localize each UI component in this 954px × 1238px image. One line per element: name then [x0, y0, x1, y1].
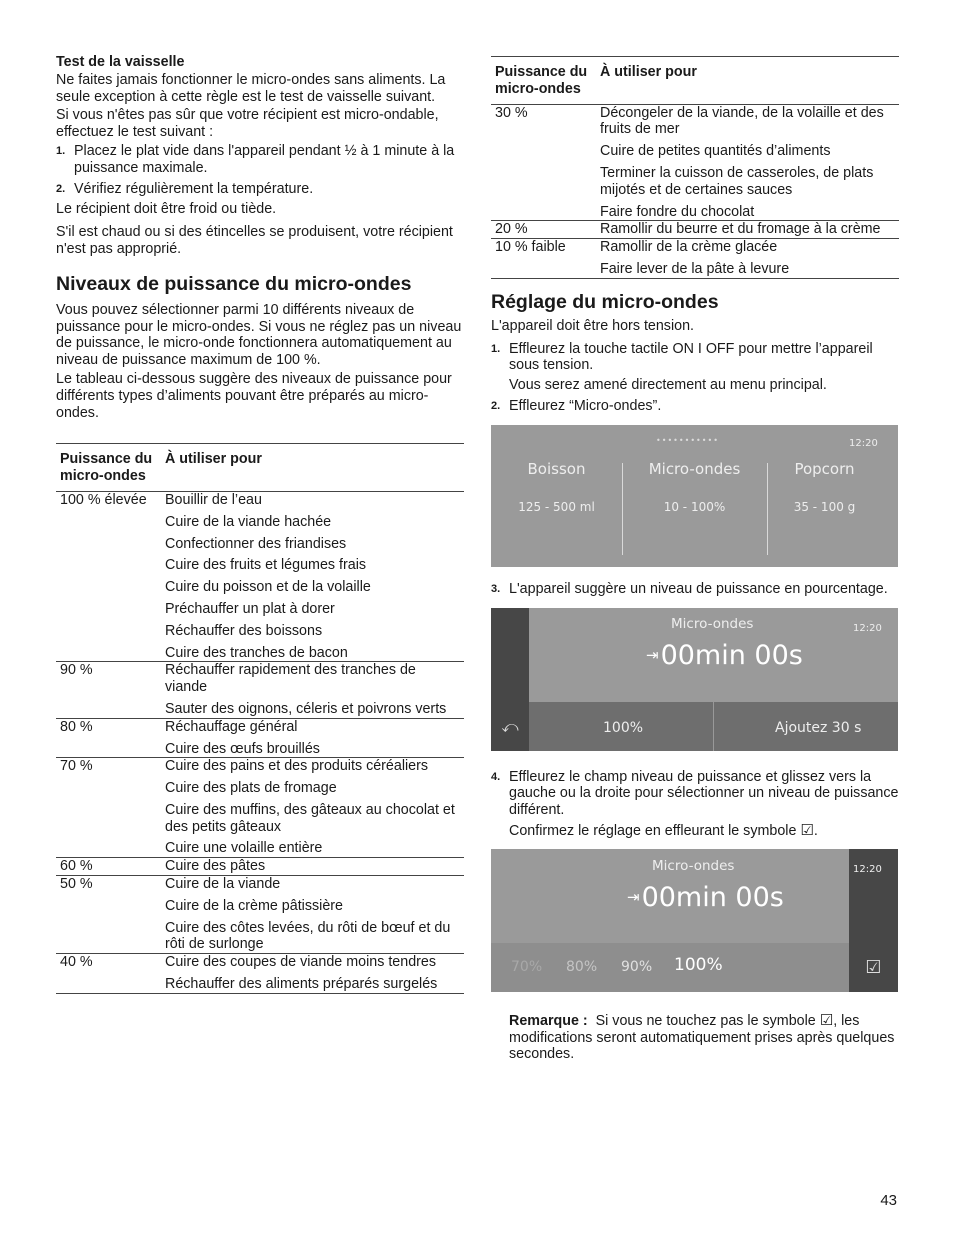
power-level: 20 % — [491, 221, 596, 239]
use-item: Réchauffer des aliments préparés surgelés — [165, 976, 438, 993]
table-row — [56, 491, 464, 661]
screen-title: Micro-ondes — [652, 857, 735, 874]
confirm-end: . — [813, 822, 818, 839]
remark-text-1: Si vous ne touchez pas le symbole — [595, 1012, 816, 1029]
power-slider[interactable] — [491, 943, 849, 992]
step-3 — [491, 581, 899, 598]
use-item: Cuire des coupes de viande moins tendres — [165, 954, 437, 971]
timer-value: 00min 00s — [641, 881, 784, 913]
remark-label: Remarque : — [509, 1012, 588, 1029]
timer-value: 00min 00s — [660, 639, 803, 671]
confirm-text: Confirmez le réglage en effleurant le symbole — [509, 822, 797, 839]
menu-item-label: Boisson — [527, 459, 586, 478]
side-panel — [491, 608, 529, 702]
use-item: Faire lever de la pâte à levure — [600, 260, 790, 277]
table-row — [56, 954, 464, 994]
use-item: Cuire une volaille entière — [165, 840, 323, 857]
power-option-80[interactable]: 80% — [566, 958, 598, 975]
test-step — [56, 181, 464, 198]
menu-item-label: Micro-ondes — [648, 459, 741, 478]
use-item: Sauter des oignons, céleris et poivrons verts — [165, 700, 447, 717]
left-column — [56, 54, 464, 994]
timer-icon: ⇥ — [627, 887, 640, 906]
use-item: Ramollir du beurre et du fromage à la crème — [600, 221, 881, 238]
use-item: Cuire de la crème pâtissière — [165, 897, 343, 914]
power-option-90[interactable]: 90% — [621, 958, 653, 975]
use-list — [161, 858, 464, 876]
clock: 12:20 — [853, 622, 882, 634]
table-row — [56, 876, 464, 954]
use-list — [161, 876, 464, 954]
use-item: Cuire des muffins, des gâteaux au chocolat et des petits gâteaux — [165, 801, 455, 835]
checkbox-icon: ☑ — [819, 1010, 834, 1029]
checkbox-icon: ☑ — [800, 820, 814, 839]
screen-title: Micro-ondes — [671, 615, 754, 632]
step-subtext — [509, 822, 899, 840]
table-row — [491, 221, 899, 239]
use-list — [161, 954, 464, 994]
power-option-70[interactable]: 70% — [511, 958, 543, 975]
use-item: Terminer la cuisson de casseroles, de plats mijotés et de certaines sauces — [600, 164, 874, 198]
page-number: 43 — [880, 1192, 897, 1209]
step-number: 4. — [491, 770, 501, 783]
menu-item-range: 10 - 100% — [663, 499, 726, 514]
header-use: À utiliser pour — [161, 444, 464, 492]
menu-item-label: Popcorn — [794, 459, 855, 478]
use-item: Cuire de la viande hachée — [165, 513, 332, 530]
step-text: Effleurez le champ niveau de puissance et glissez vers la gauche ou la droite pour sélectionner un niveau de puissance différent. — [509, 768, 899, 819]
use-item: Confectionner des friandises — [165, 535, 347, 552]
setting-title: Réglage du micro-ondes — [491, 290, 719, 313]
timer-display[interactable] — [627, 881, 784, 913]
use-item: Cuire de la viande — [165, 876, 281, 893]
use-list — [596, 221, 899, 239]
step-text: Effleurez “Micro-ondes”. — [509, 397, 662, 414]
step-number: 2. — [491, 399, 501, 412]
use-item: Préchauffer un plat à dorer — [165, 600, 335, 617]
power-level: 80 % — [56, 718, 161, 758]
menu-item-popcorn[interactable] — [759, 461, 890, 516]
screen-main-menu — [491, 425, 898, 567]
test-steps — [56, 143, 464, 197]
use-list — [161, 718, 464, 758]
setting-steps — [491, 341, 899, 415]
levels-title: Niveaux de puissance du micro-ondes — [56, 272, 412, 295]
screen-power-select — [491, 849, 898, 992]
header-power: Puissance du micro-ondes — [491, 57, 596, 105]
header-use: À utiliser pour — [596, 57, 899, 105]
screen-microwave-suggest — [491, 608, 898, 751]
power-field[interactable]: 100% — [603, 719, 644, 736]
table-row — [56, 718, 464, 758]
table-row — [56, 858, 464, 876]
levels-paragraph-1: Vous pouvez sélectionner parmi 10 différents niveaux de puissance pour le micro-ondes. Si vous ne réglez pas un niveau de puissance, le micro-onde fonctionnera automatiquement au niveau de puissance maximum de 100 %. — [56, 301, 462, 369]
use-item: Faire fondre du chocolat — [600, 203, 755, 220]
step-1 — [491, 341, 899, 394]
power-table-left — [56, 443, 464, 994]
divider — [622, 463, 623, 555]
setting-steps-2 — [491, 581, 899, 598]
menu-item-boisson[interactable] — [491, 461, 622, 516]
test-step — [56, 143, 464, 177]
use-item: Réchauffer des boissons — [165, 622, 323, 639]
back-icon[interactable]: ⤺ — [491, 702, 529, 751]
use-item: Réchauffer rapidement des tranches de viande — [165, 662, 416, 696]
use-item: Bouillir de l’eau — [165, 491, 262, 508]
confirm-checkbox-icon[interactable]: ☑ — [849, 943, 898, 992]
use-item: Cuire des fruits et légumes frais — [165, 557, 367, 574]
right-column — [491, 56, 899, 1063]
use-list — [161, 662, 464, 718]
step-4 — [491, 769, 899, 840]
step-text: Vérifiez régulièrement la température. — [74, 180, 314, 197]
use-item: Cuire des œufs brouillés — [165, 740, 320, 757]
power-level: 90 % — [56, 662, 161, 718]
use-item: Réchauffage général — [165, 718, 298, 735]
clock: 12:20 — [853, 863, 882, 875]
menu-item-range: 125 - 500 ml — [518, 499, 595, 514]
power-level: 70 % — [56, 758, 161, 858]
power-level: 60 % — [56, 858, 161, 876]
power-table-right — [491, 56, 899, 279]
use-item: Cuire des pâtes — [165, 858, 266, 875]
table-row — [491, 239, 899, 279]
remark-text-2: , les modifications seront automatiquement prises après quelques secondes. — [509, 1012, 895, 1063]
step-number: 2. — [56, 182, 66, 195]
clock: 12:20 — [849, 437, 878, 449]
test-paragraph-4: S'il est chaud ou si des étincelles se produisent, votre récipient n'est pas approprié. — [56, 224, 453, 257]
step-number: 3. — [491, 582, 501, 595]
use-list — [596, 239, 899, 279]
test-paragraph-3: Le récipient doit être froid ou tiède. — [56, 201, 277, 218]
power-level: 50 % — [56, 876, 161, 954]
use-list — [161, 758, 464, 858]
use-item: Cuire des tranches de bacon — [165, 644, 348, 661]
menu-item-micro-ondes[interactable] — [629, 461, 760, 516]
table-row — [491, 104, 899, 221]
add-30s-button[interactable]: Ajoutez 30 s — [775, 719, 862, 736]
setting-paragraph: L'appareil doit être hors tension. — [491, 317, 695, 334]
power-level: 40 % — [56, 954, 161, 994]
step-number: 1. — [56, 144, 66, 157]
levels-paragraph-2: Le tableau ci-dessous suggère des niveaux de puissance pour différents types d’aliments pouvant être préparés au micro-ondes. — [56, 370, 452, 421]
step-text: L'appareil suggère un niveau de puissance en pourcentage. — [509, 580, 888, 597]
header-power: Puissance du micro-ondes — [56, 444, 161, 492]
menu-item-range: 35 - 100 g — [793, 499, 856, 514]
step-text: Placez le plat vide dans l'appareil pendant ½ à 1 minute à la puissance maximale. — [74, 142, 455, 176]
use-item: Cuire des pains et des produits céréaliers — [165, 758, 429, 775]
step-subtext: Vous serez amené directement au menu principal. — [509, 377, 827, 394]
step-number: 1. — [491, 342, 501, 355]
use-item: Cuire du poisson et de la volaille — [165, 579, 371, 596]
power-option-100[interactable]: 100% — [674, 954, 723, 975]
use-item: Cuire des plats de fromage — [165, 780, 337, 797]
use-list — [596, 104, 899, 221]
use-item: Ramollir de la crème glacée — [600, 239, 778, 256]
power-level: 30 % — [495, 104, 528, 121]
use-list — [161, 491, 464, 661]
step-2 — [491, 398, 899, 415]
test-paragraph-2: Si vous n'êtes pas sûr que votre récipient est micro-ondable, effectuez le test suivant : — [56, 107, 439, 141]
remark — [491, 1012, 899, 1063]
table-row — [56, 662, 464, 718]
use-item: Cuire de petites quantités d’aliments — [600, 143, 831, 160]
timer-icon: ⇥ — [646, 645, 659, 664]
power-level: 100 % élevée — [60, 491, 147, 508]
setting-steps-3 — [491, 769, 899, 840]
use-item: Décongeler de la viande, de la volaille et des fruits de mer — [600, 104, 884, 138]
table-row — [56, 758, 464, 858]
test-paragraph-1: Ne faites jamais fonctionner le micro-ondes sans aliments. La seule exception à cette règle est le test de vaisselle suivant. — [56, 71, 446, 105]
use-item: Cuire des côtes levées, du rôti de bœuf et du rôti de surlonge — [165, 919, 451, 953]
divider — [713, 702, 714, 751]
power-level: 10 % faible — [491, 239, 596, 279]
page-dots: ••••••••••• — [656, 435, 719, 445]
timer-display[interactable] — [646, 639, 803, 671]
step-text: Effleurez la touche tactile ON I OFF pour mettre l’appareil sous tension. — [509, 340, 873, 374]
test-title: Test de la vaisselle — [56, 54, 185, 70]
